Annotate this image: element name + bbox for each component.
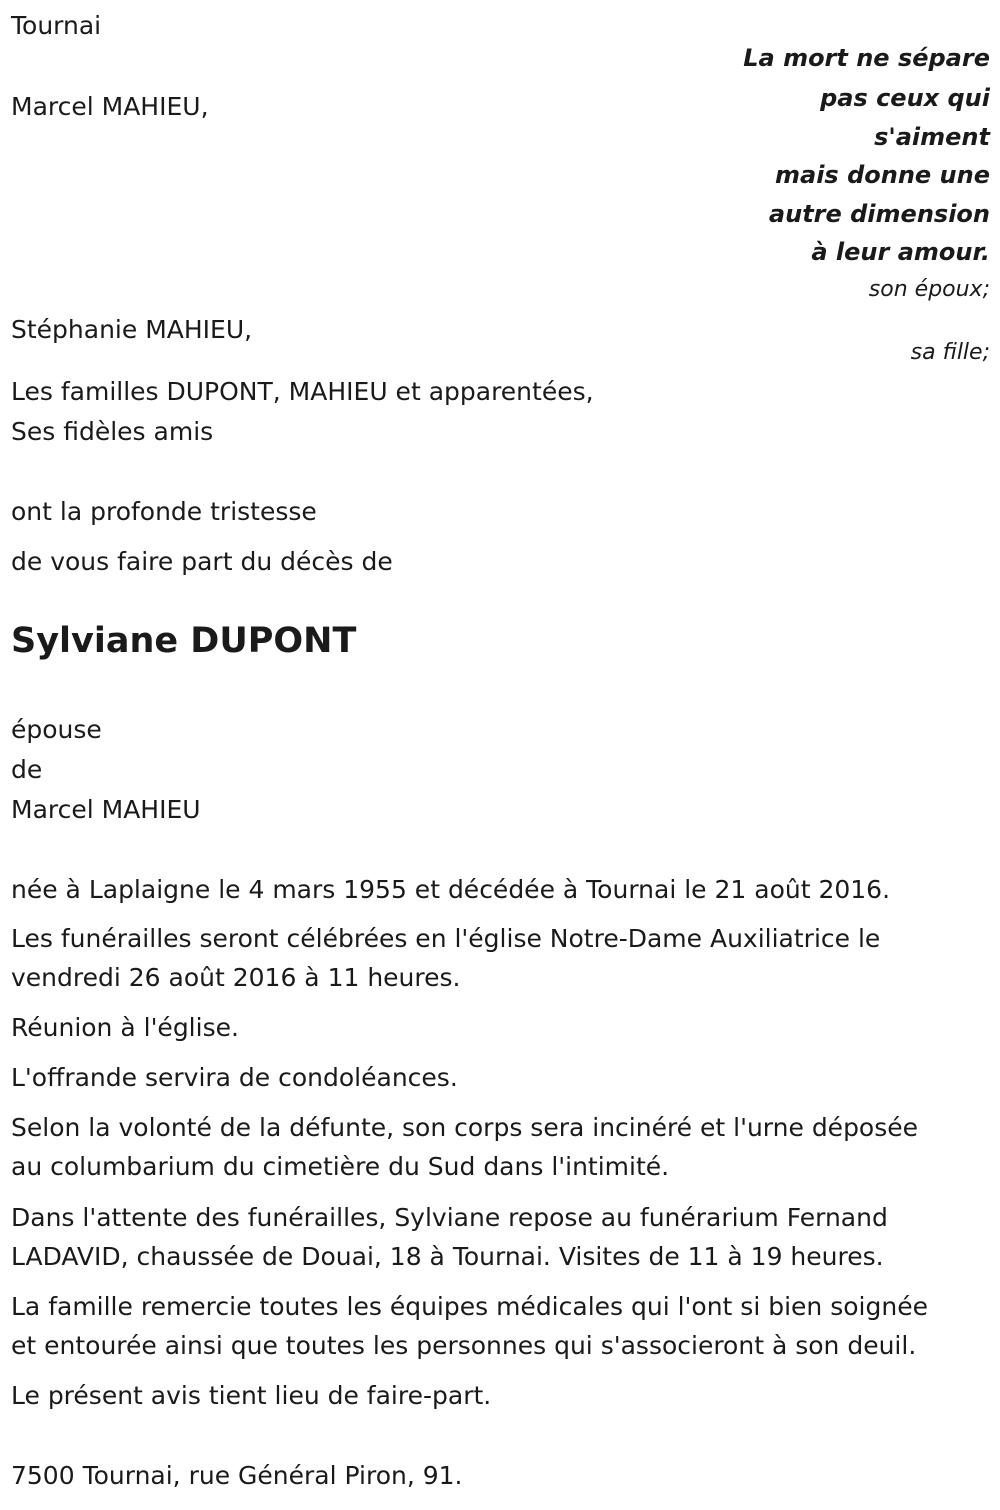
- friends-line: Ses fidèles amis: [11, 417, 214, 446]
- thanks-line: La famille remercie toutes les équipes médicales qui l'ont si bien soignée: [11, 1292, 928, 1321]
- relation-spouse-name: Marcel MAHIEU: [11, 795, 201, 824]
- meeting-line: Réunion à l'église.: [11, 1013, 239, 1042]
- notice-line: Le présent avis tient lieu de faire-part.: [11, 1381, 492, 1410]
- funerarium-line: LADAVID, chaussée de Douai, 18 à Tournai. Visites de 11 à 19 heures.: [11, 1242, 884, 1271]
- spouse-role: son époux;: [868, 277, 990, 302]
- thanks-line: et entourée ainsi que toutes les personnes qui s'associeront à son deuil.: [11, 1331, 917, 1360]
- funeral-line: vendredi 26 août 2016 à 11 heures.: [11, 963, 461, 992]
- announcement-line: ont la profonde tristesse: [11, 497, 317, 526]
- quote-line: mais donne une: [775, 161, 990, 189]
- deceased-name: Sylviane DUPONT: [11, 621, 357, 661]
- relation-line: de: [11, 755, 43, 784]
- quote-line: La mort ne sépare: [743, 44, 990, 72]
- quote-line: à leur amour.: [811, 238, 990, 266]
- birth-death-line: née à Laplaigne le 4 mars 1955 et décédée à Tournai le 21 août 2016.: [11, 875, 891, 904]
- quote-line: s'aiment: [874, 123, 990, 151]
- offering-line: L'offrande servira de condoléances.: [11, 1063, 458, 1092]
- funerarium-line: Dans l'attente des funérailles, Sylviane repose au funérarium Fernand: [11, 1203, 888, 1232]
- quote-line: autre dimension: [768, 200, 990, 228]
- cremation-line: au columbarium du cimetière du Sud dans l'intimité.: [11, 1152, 670, 1181]
- cremation-line: Selon la volonté de la défunte, son corps sera incinéré et l'urne déposée: [11, 1113, 919, 1142]
- relation-line: épouse: [11, 715, 102, 744]
- funeral-line: Les funérailles seront célébrées en l'église Notre-Dame Auxiliatrice le: [11, 924, 881, 953]
- spouse-name: Marcel MAHIEU,: [11, 92, 209, 121]
- daughter-role: sa fille;: [910, 340, 990, 365]
- quote-line: pas ceux qui: [820, 84, 990, 112]
- announcement-line: de vous faire part du décès de: [11, 547, 393, 576]
- families-line: Les familles DUPONT, MAHIEU et apparentées,: [11, 377, 594, 406]
- address-line: 7500 Tournai, rue Général Piron, 91.: [11, 1461, 463, 1490]
- city-heading: Tournai: [11, 11, 102, 40]
- daughter-name: Stéphanie MAHIEU,: [11, 315, 253, 344]
